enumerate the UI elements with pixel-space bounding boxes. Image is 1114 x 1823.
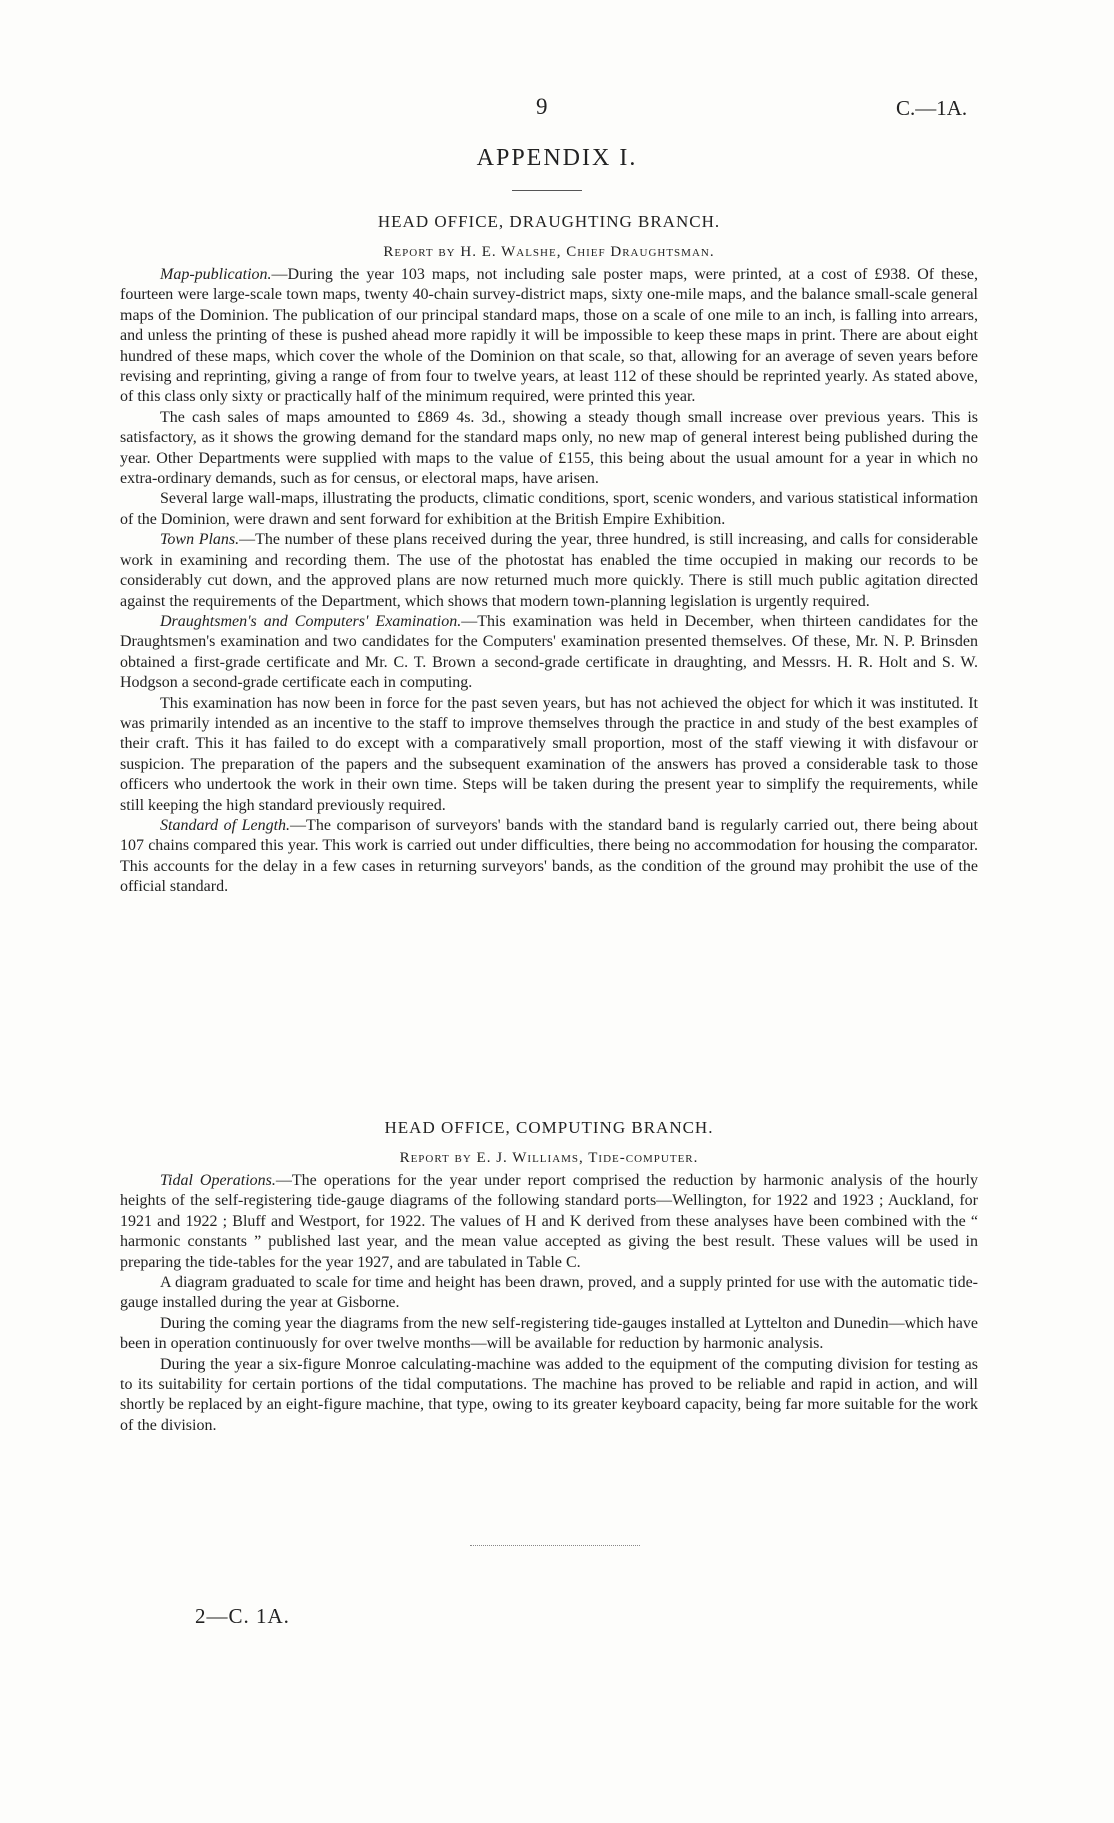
paragraph: [120, 1314, 978, 1355]
paragraph: [120, 694, 978, 816]
paragraph-lead: Draughtsmen's and Computers' Examination.: [160, 612, 462, 630]
paragraph-text: Several large wall-maps, illustrating the products, climatic conditions, sport, scenic wonders, and various statistical information of the Dominion, were drawn and sent forward for exhibition at the British Empire Exhibition.: [120, 490, 978, 528]
paragraph-text: —The comparison of surveyors' bands with the standard band is regularly carried out, there being about 107 chains compared this year. This work is carried out under difficulties, there being no accommodation for housing the comparator. This accounts for the delay in a few cases in returning surveyors' bands, as the condition of the ground may prohibit the use of the official standard.: [120, 816, 978, 896]
paragraph: [120, 408, 978, 490]
paragraph-lead: Standard of Length.: [160, 816, 291, 834]
paragraph-lead: Tidal Operations.: [160, 1172, 276, 1189]
draughting-heading: HEAD OFFICE, DRAUGHTING BRANCH.: [377, 212, 721, 231]
paragraph: [120, 265, 978, 408]
paragraph-text: During the coming year the diagrams from the new self-registering tide-gauges installed at Lyttelton and Dunedin—which have been in operation continuously for over twelve months—will be available for reduction by harmonic analysis.: [120, 1314, 978, 1353]
paragraph-text: This examination has now been in force for the past seven years, but has not achieved the object for which it was instituted. It was primarily intended as an incentive to the staff to improve themselves through the practice in and study of the best examples of their craft. This it has failed to do except with a comparatively small proportion, most of the staff viewing it with disfavour or suspicion. The preparation of the papers and the subsequent examination of the answers has proved a considerable task to those officers who undertook the work in their own time. Steps will be taken during the present year to simplify the requirements, while still keeping the high standard previously required.: [120, 694, 978, 814]
paragraph-lead: Town Plans.: [160, 531, 240, 549]
paragraph-lead: Map-publication.: [160, 266, 272, 283]
paragraph: [120, 612, 978, 694]
paragraph-text: A diagram graduated to scale for time and height has been drawn, proved, and a supply printed for use with the automatic tide-gauge installed during the year at Gisborne.: [120, 1274, 978, 1312]
computing-section: [120, 1118, 978, 1436]
paragraph-text: The cash sales of maps amounted to £869 4s. 3d., showing a steady though small increase over previous years. This is satisfactory, as it shows the growing demand for the standard maps only, no new map of general interest being published during the year. Other Departments were supplied with maps to the value of £155, this being about the usual amount for a year in which no extra-ordinary demands, such as for census, or electoral maps, have arisen.: [120, 408, 978, 488]
signature-mark: 2—C. 1A.: [195, 1604, 290, 1628]
paragraph: [120, 1355, 978, 1437]
paragraph-text: —The number of these plans received during the year, three hundred, is still increasing, and calls for considerable work in examining and recording them. The use of the photostat has enabled the time occupied in making our records to be considerably cut down, and the approved plans are now returned much more quickly. There is still much public agitation directed against the requirements of the Department, which shows that modern town-planning legislation is urgently required.: [120, 531, 978, 610]
closing-rule: [470, 1545, 640, 1546]
title-rule: [512, 190, 582, 191]
paragraph: [120, 816, 978, 898]
paragraph: [120, 1273, 978, 1314]
paragraph-text: —During the year 103 maps, not including sale poster maps, were printed, at a cost of £938. Of these, fourteen were large-scale town maps, twenty 40-chain survey-district maps, sixty one-mile maps, and the balance small-scale general maps of the Dominion. The publication of our principal standard maps, those on a scale of one mile to an inch, is falling into arrears, and unless the printing of these is pushed ahead more rapidly it will be impossible to keep these maps in print. There are about eight hundred of these maps, which cover the whole of the Dominion on that scale, so that, allowing for an average of seven years before revising and reprinting, giving a range of from four to twelve years, at least 112 of these should be reprinted yearly. As stated above, of this class only sixty or practically half of the minimum required, were printed this year.: [120, 266, 978, 406]
paragraph-text: —The operations for the year under report comprised the reduction by harmonic analysis of the hourly heights of the self-registering tide-gauge diagrams of the following standard ports—Wellington, for 1922 and 1923 ; Auckland, for 1921 and 1922 ; Bluff and Westport, for 1922. The values of H and K derived from these analyses have been combined with the “ harmonic constants ” published last year, and the mean value accepted as giving the best result. These values will be used in preparing the tide-tables for the year 1927, and are tabulated in Table C.: [120, 1172, 979, 1271]
document-code: C.—1A.: [896, 96, 968, 120]
paragraph-text: —This examination was held in December, when thirteen candidates for the Draughtsmen's examination and two candidates for the Computers' examination presented themselves. Of these, Mr. N. P. Brinsden obtained a first-grade certificate and Mr. C. T. Brown a second-grade certificate in draughting, and Messrs. H. R. Holt and S. W. Hodgson a second-grade certificate each in computing.: [120, 612, 979, 692]
paragraph-text: During the year a six-figure Monroe calculating-machine was added to the equipment of the computing division for testing as to its suitability for certain portions of the tidal computations. The machine has proved to be reliable and rapid in action, and will shortly be replaced by an eight-figure machine, that type, owing to its greater keyboard capacity, being far more suitable for the work of the division.: [120, 1355, 978, 1434]
draughting-byline: Report by H. E. Walshe, Chief Draughtsman.: [383, 244, 715, 260]
appendix-title: APPENDIX I.: [476, 145, 638, 171]
computing-heading: HEAD OFFICE, COMPUTING BRANCH.: [384, 1118, 714, 1137]
paragraph: [120, 489, 978, 530]
draughting-section: [120, 212, 978, 898]
computing-byline: Report by E. J. Williams, Tide-computer.: [399, 1150, 699, 1166]
page-number: 9: [536, 94, 548, 119]
paragraph: [120, 1171, 978, 1273]
paragraph: [120, 530, 978, 612]
